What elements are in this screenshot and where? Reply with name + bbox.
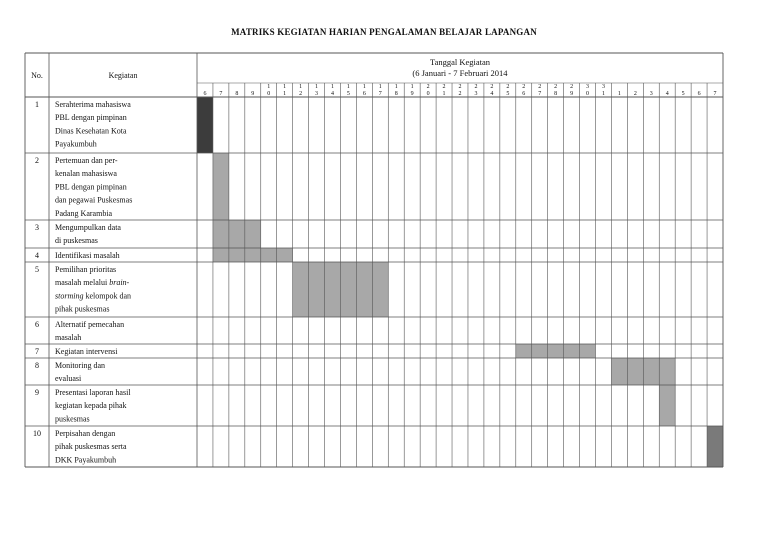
row-number: 2 (35, 156, 39, 165)
row-number: 6 (35, 320, 39, 329)
activity-bar-cell (309, 262, 325, 317)
header-tanggal-range: (6 Januari - 7 Februari 2014 (412, 68, 508, 78)
row-number: 9 (35, 388, 39, 397)
day-label: 8 (394, 91, 398, 97)
day-label: 1 (601, 91, 605, 97)
activity-bar-cell (548, 344, 564, 358)
day-label: 1 (283, 84, 287, 90)
document-title: MATRIKS KEGIATAN HARIAN PENGALAMAN BELAJAR LAPANGAN (231, 27, 537, 37)
day-label: 1 (330, 84, 334, 90)
day-label: 2 (538, 84, 542, 90)
activity-bar-cell (580, 344, 596, 358)
day-label: 5 (681, 91, 685, 97)
day-label: 1 (394, 84, 398, 90)
row-number: 8 (35, 361, 39, 370)
activity-bar-cell (611, 358, 627, 385)
activity-text-line: Alternatif pemecahan (55, 320, 125, 329)
activity-bar-cell (261, 248, 277, 262)
day-label: 1 (283, 91, 287, 97)
row-number: 1 (35, 100, 39, 109)
day-label: 2 (522, 84, 526, 90)
activity-bar-cell (325, 262, 341, 317)
activity-text-line: dan pegawai Puskesmas (55, 195, 133, 205)
activity-text-line: DKK Payakumbuh (55, 455, 117, 465)
day-label: 1 (378, 84, 382, 90)
day-label: 1 (299, 84, 303, 90)
day-label: 0 (586, 91, 590, 97)
day-label: 4 (490, 91, 494, 97)
activity-text-line: di puskesmas (55, 236, 98, 246)
activity-bar-cell (643, 358, 659, 385)
activity-text-line: Kegiatan intervensi (55, 347, 118, 356)
activity-text-line: masalah (55, 333, 82, 343)
activity-bar-cell (659, 385, 675, 426)
activity-text-line: Payakumbuh (55, 139, 97, 149)
activity-text-line: Pertemuan dan per- (55, 156, 118, 165)
activity-text-line: Identifikasi masalah (55, 251, 120, 260)
day-label: 2 (490, 84, 494, 90)
day-label: 1 (362, 84, 366, 90)
activity-text-line: Perpisahan dengan (55, 429, 116, 438)
day-label: 3 (601, 84, 605, 90)
day-label: 3 (315, 91, 319, 97)
day-label: 2 (458, 91, 462, 97)
day-label: 5 (506, 91, 510, 97)
activity-text-line: Presentasi laporan hasil (55, 388, 131, 397)
activity-bar-cell (564, 344, 580, 358)
day-label: 3 (474, 91, 478, 97)
activity-bar-cell (213, 220, 229, 248)
day-label: 9 (251, 91, 255, 97)
day-label: 2 (633, 91, 637, 97)
activity-bar-cell (340, 262, 356, 317)
activity-text-line: storming kelompok dan (55, 291, 131, 301)
day-label: 2 (442, 84, 446, 90)
day-label: 2 (506, 84, 510, 90)
day-label: 3 (586, 84, 590, 90)
activity-text-line: PBL dengan pimpinan (55, 113, 127, 123)
header-tanggal-title: Tanggal Kegiatan (429, 57, 491, 67)
activity-text-line: Padang Karambia (55, 208, 113, 218)
day-label: 7 (538, 91, 542, 97)
row-number: 10 (33, 429, 41, 438)
day-label: 6 (522, 91, 526, 97)
day-label: 4 (665, 91, 669, 97)
day-label: 2 (426, 84, 430, 90)
day-label: 2 (458, 84, 462, 90)
activity-bar-cell (293, 262, 309, 317)
activity-bar-cell (229, 220, 245, 248)
day-label: 5 (346, 91, 350, 97)
day-label: 0 (426, 91, 430, 97)
day-label: 2 (299, 91, 303, 97)
activity-bar-cell (356, 262, 372, 317)
day-label: 7 (713, 91, 717, 97)
day-label: 3 (649, 91, 653, 97)
row-number: 5 (35, 265, 39, 274)
activity-bar-cell (277, 248, 293, 262)
activity-bar-cell (627, 358, 643, 385)
activity-bar-cell (516, 344, 532, 358)
day-label: 8 (235, 91, 239, 97)
activity-bar-cell (229, 248, 245, 262)
day-label: 1 (267, 84, 271, 90)
activity-text-line: Serahterima mahasiswa (55, 100, 131, 109)
day-label: 4 (330, 91, 334, 97)
activity-text-line: pihak puskesmas serta (55, 442, 127, 452)
activity-text-line: Monitoring dan (55, 361, 105, 370)
activity-text-line: evaluasi (55, 374, 82, 384)
day-label: 8 (554, 91, 558, 97)
activity-bar-cell (659, 358, 675, 385)
activity-text-line: Dinas Kesehatan Kota (55, 126, 127, 136)
day-label: 2 (474, 84, 478, 90)
activity-bar-cell (245, 220, 261, 248)
day-label: 1 (617, 91, 621, 97)
activity-text-line: kenalan mahasiswa (55, 169, 117, 179)
activity-bar-cell (245, 248, 261, 262)
day-label: 9 (410, 91, 414, 97)
day-label: 6 (203, 91, 207, 97)
header-no: No. (31, 71, 43, 80)
activity-bar-cell (372, 262, 388, 317)
day-label: 0 (267, 91, 271, 97)
activity-text-line: kegiatan kepada pihak (55, 401, 127, 411)
activity-bar-cell (532, 344, 548, 358)
row-number: 7 (35, 347, 39, 356)
activity-text-line: PBL dengan pimpinan (55, 182, 127, 192)
day-label: 6 (362, 91, 366, 97)
activity-bar-cell (213, 248, 229, 262)
row-number: 4 (35, 251, 39, 260)
activity-text-line: puskesmas (55, 414, 90, 424)
activity-bar-cell (213, 153, 229, 220)
activity-text-line: pihak puskesmas (55, 304, 110, 314)
row-number: 3 (35, 223, 39, 232)
activity-bar-cell (707, 426, 723, 467)
activity-text-line: Mengumpulkan data (55, 223, 121, 232)
day-label: 1 (346, 84, 350, 90)
day-label: 7 (378, 91, 382, 97)
activity-bar-cell (197, 97, 213, 153)
activity-text-line: masalah melalui brain- (55, 278, 130, 288)
header-kegiatan: Kegiatan (108, 71, 138, 80)
day-label: 1 (315, 84, 319, 90)
day-label: 1 (410, 84, 414, 90)
day-label: 2 (554, 84, 558, 90)
day-label: 1 (442, 91, 446, 97)
day-label: 9 (570, 91, 574, 97)
day-label: 6 (697, 91, 701, 97)
day-label: 7 (219, 91, 223, 97)
day-label: 2 (570, 84, 574, 90)
activity-text-line: Pemilihan prioritas (55, 265, 117, 274)
